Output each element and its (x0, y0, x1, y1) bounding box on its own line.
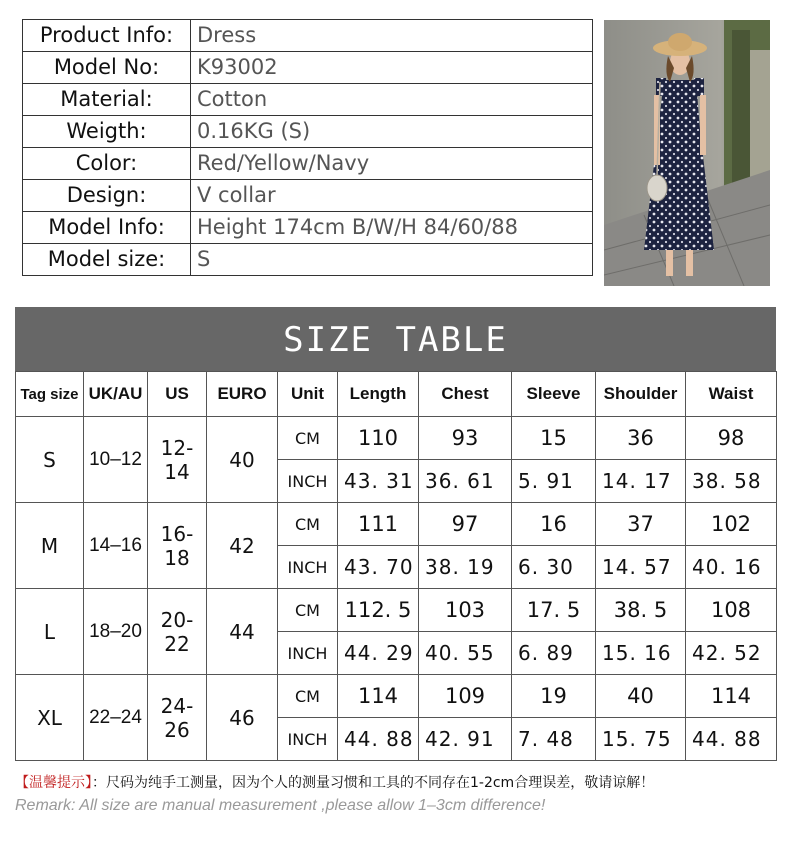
size-header-cell: US (148, 372, 207, 417)
inch-value-cell: 43. 70 (338, 546, 419, 589)
cm-value-cell: 108 (686, 589, 777, 632)
chinese-note-prefix: 【温馨提示】 (15, 775, 92, 791)
size-table (15, 371, 777, 761)
cm-value-cell: 16 (512, 503, 596, 546)
unit-cell: CM (278, 503, 338, 546)
euro-size-cell: 44 (207, 589, 278, 675)
inch-value-cell: 40. 55 (419, 632, 512, 675)
info-row (23, 84, 593, 116)
tag-size-cell: M (16, 503, 84, 589)
info-value: Height 174cm B/W/H 84/60/88 (191, 212, 593, 244)
info-row (23, 148, 593, 180)
cm-value-cell: 102 (686, 503, 777, 546)
size-row-cm (16, 503, 777, 546)
size-row-cm (16, 589, 777, 632)
size-header-cell: Chest (419, 372, 512, 417)
inch-value-cell: 6. 89 (512, 632, 596, 675)
size-table-section (15, 307, 776, 761)
size-header-cell: Sleeve (512, 372, 596, 417)
size-header-cell: Waist (686, 372, 777, 417)
info-row (23, 52, 593, 84)
info-label: Weigth: (23, 116, 191, 148)
uk-au-cell: 18–20 (84, 589, 148, 675)
inch-value-cell: 44. 88 (338, 718, 419, 761)
model-photo (604, 20, 770, 286)
euro-size-cell: 42 (207, 503, 278, 589)
inch-value-cell: 40. 16 (686, 546, 777, 589)
uk-au-cell: 14–16 (84, 503, 148, 589)
cm-value-cell: 109 (419, 675, 512, 718)
info-label: Color: (23, 148, 191, 180)
size-header-cell: Length (338, 372, 419, 417)
inch-value-cell: 42. 52 (686, 632, 777, 675)
info-row (23, 20, 593, 52)
info-value: Cotton (191, 84, 593, 116)
english-remark: Remark: All size are manual measurement ,please allow 1–3cm difference! (15, 797, 546, 814)
info-value: V collar (191, 180, 593, 212)
size-row-cm (16, 417, 777, 460)
unit-cell: CM (278, 417, 338, 460)
cm-value-cell: 97 (419, 503, 512, 546)
inch-value-cell: 15. 75 (596, 718, 686, 761)
size-table-title: SIZE TABLE (15, 307, 776, 371)
info-row (23, 180, 593, 212)
cm-value-cell: 103 (419, 589, 512, 632)
unit-cell: INCH (278, 546, 338, 589)
unit-cell: INCH (278, 718, 338, 761)
uk-au-cell: 22–24 (84, 675, 148, 761)
info-row (23, 212, 593, 244)
tag-size-cell: XL (16, 675, 84, 761)
euro-size-cell: 40 (207, 417, 278, 503)
unit-cell: CM (278, 675, 338, 718)
size-header-cell: Unit (278, 372, 338, 417)
inch-value-cell: 14. 17 (596, 460, 686, 503)
us-size-cell: 20-22 (148, 589, 207, 675)
uk-au-cell: 10–12 (84, 417, 148, 503)
us-size-cell: 24-26 (148, 675, 207, 761)
info-value: 0.16KG (S) (191, 116, 593, 148)
cm-value-cell: 114 (686, 675, 777, 718)
tag-size-cell: L (16, 589, 84, 675)
cm-value-cell: 98 (686, 417, 777, 460)
unit-cell: CM (278, 589, 338, 632)
inch-value-cell: 38. 58 (686, 460, 777, 503)
cm-value-cell: 17. 5 (512, 589, 596, 632)
cm-value-cell: 110 (338, 417, 419, 460)
inch-value-cell: 36. 61 (419, 460, 512, 503)
size-header-cell: UK/AU (84, 372, 148, 417)
unit-cell: INCH (278, 460, 338, 503)
info-row (23, 116, 593, 148)
cm-value-cell: 19 (512, 675, 596, 718)
size-header-cell: Shoulder (596, 372, 686, 417)
info-label: Material: (23, 84, 191, 116)
info-label: Model No: (23, 52, 191, 84)
info-value: Red/Yellow/Navy (191, 148, 593, 180)
cm-value-cell: 40 (596, 675, 686, 718)
inch-value-cell: 38. 19 (419, 546, 512, 589)
inch-value-cell: 5. 91 (512, 460, 596, 503)
cm-value-cell: 114 (338, 675, 419, 718)
cm-value-cell: 111 (338, 503, 419, 546)
inch-value-cell: 44. 29 (338, 632, 419, 675)
cm-value-cell: 15 (512, 417, 596, 460)
chinese-note-text: ：尺码为纯手工测量，因为个人的测量习惯和工具的不同存在1-2cm合理误差，敬请谅解！ (92, 775, 655, 791)
info-label: Design: (23, 180, 191, 212)
info-value: S (191, 244, 593, 276)
cm-value-cell: 36 (596, 417, 686, 460)
inch-value-cell: 43. 31 (338, 460, 419, 503)
inch-value-cell: 42. 91 (419, 718, 512, 761)
us-size-cell: 16-18 (148, 503, 207, 589)
info-row (23, 244, 593, 276)
info-label: Model Info: (23, 212, 191, 244)
inch-value-cell: 6. 30 (512, 546, 596, 589)
inch-value-cell: 14. 57 (596, 546, 686, 589)
inch-value-cell: 15. 16 (596, 632, 686, 675)
unit-cell: INCH (278, 632, 338, 675)
info-label: Model size: (23, 244, 191, 276)
info-label: Product Info: (23, 20, 191, 52)
chinese-note (15, 772, 654, 792)
cm-value-cell: 37 (596, 503, 686, 546)
us-size-cell: 12-14 (148, 417, 207, 503)
info-value: K93002 (191, 52, 593, 84)
cm-value-cell: 93 (419, 417, 512, 460)
size-header-cell: EURO (207, 372, 278, 417)
size-header-cell: Tag size (16, 372, 84, 417)
info-value: Dress (191, 20, 593, 52)
cm-value-cell: 112. 5 (338, 589, 419, 632)
size-row-cm (16, 675, 777, 718)
product-info-table (22, 19, 593, 276)
cm-value-cell: 38. 5 (596, 589, 686, 632)
inch-value-cell: 7. 48 (512, 718, 596, 761)
euro-size-cell: 46 (207, 675, 278, 761)
inch-value-cell: 44. 88 (686, 718, 777, 761)
tag-size-cell: S (16, 417, 84, 503)
